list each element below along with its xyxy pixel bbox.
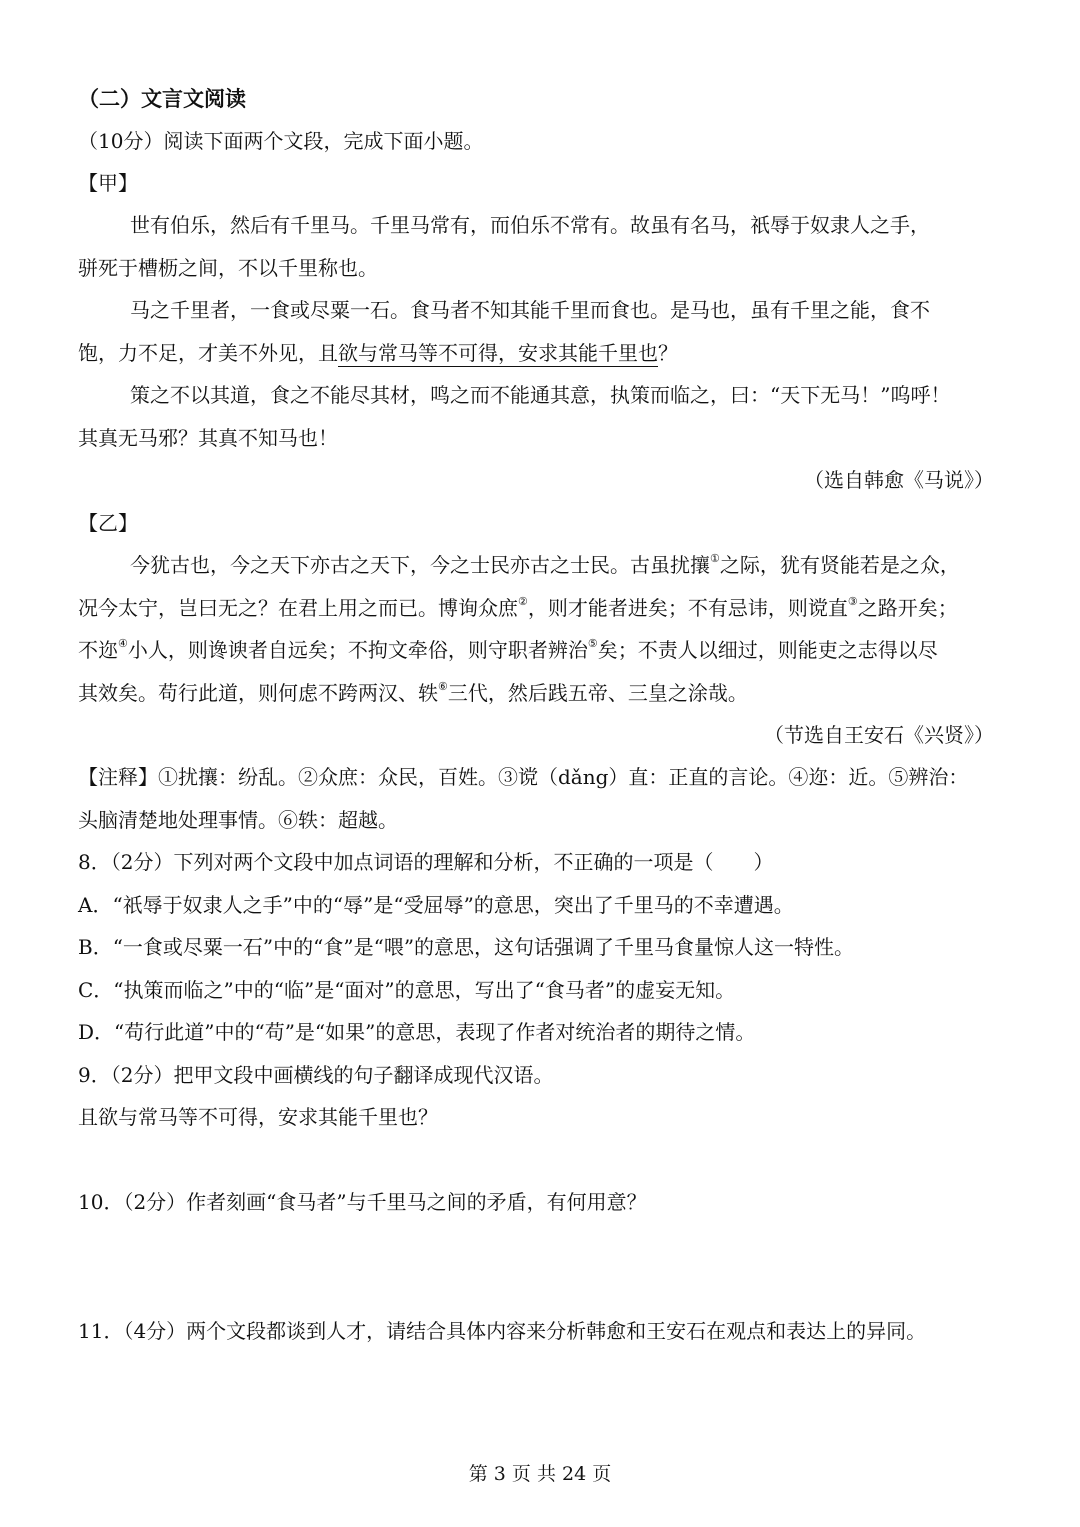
footnote-marker: ① xyxy=(710,552,720,566)
question-8-option-a: A．“祇辱于奴隶人之手”中的“辱”是“受屈辱”的意思，突出了千里马的不幸遭遇。 xyxy=(78,893,794,917)
question-10-stem: 10．（2分）作者刻画“食马者”与千里马之间的矛盾，有何用意？ xyxy=(78,1190,647,1214)
text-segment: 其效矣。苟行此道，则何虑不跨两汉、轶 xyxy=(78,681,438,705)
passage-yi-line xyxy=(78,593,958,623)
question-8-option-d: D．“苟行此道”中的“苟”是“如果”的意思，表现了作者对统治者的期待之情。 xyxy=(78,1020,756,1044)
text-segment: ？ xyxy=(658,341,678,365)
footnote-marker: ③ xyxy=(847,595,858,609)
section-title: （二）文言文阅读 xyxy=(78,86,246,111)
annotation-line: 【注释】①扰攘：纷乱。②众庶：众民，百姓。③谠（dǎng）直：正直的言论。④迩：近。⑤辨治： xyxy=(78,765,969,789)
text-segment: 之路开矣； xyxy=(857,596,958,620)
text-segment: 况今太宁，岂曰无之？在君上用之而已。博询众庶 xyxy=(78,596,518,620)
question-8-stem: 8．（2分）下列对两个文段中加点词语的理解和分析，不正确的一项是（ ） xyxy=(78,850,774,874)
page-number-footer: 第 3 页 共 24 页 xyxy=(468,1463,612,1485)
passage-jia-line: 其真无马邪？其真不知马也！ xyxy=(78,426,338,450)
text-segment: ，则才能者进矣；不有忌讳，则谠直 xyxy=(527,596,848,620)
passage-yi-line xyxy=(78,635,938,665)
footnote-marker: ⑥ xyxy=(438,680,448,694)
footnote-marker: ④ xyxy=(118,637,128,651)
question-8-option-b: B．“一食或尽粟一石”中的“食”是“喂”的意思，这句话强调了千里马食量惊人这一特性。 xyxy=(78,935,855,959)
passage-jia-line: 马之千里者，一食或尽粟一石。食马者不知其能千里而食也。是马也，虽有千里之能，食不 xyxy=(130,298,930,322)
footnote-marker: ⑤ xyxy=(587,637,598,651)
question-11-stem: 11．（4分）两个文段都谈到人才，请结合具体内容来分析韩愈和王安石在观点和表达上的异同。 xyxy=(78,1319,927,1343)
passage-yi-line xyxy=(130,550,960,580)
passage-yi-line xyxy=(78,678,748,708)
passage-jia-line: 世有伯乐，然后有千里马。千里马常有，而伯乐不常有。故虽有名马，祇辱于奴隶人之手， xyxy=(130,213,930,237)
text-segment: 不迩 xyxy=(78,638,118,662)
footnote-marker: ② xyxy=(518,595,528,609)
underlined-sentence: 欲与常马等不可得，安求其能千里也 xyxy=(338,341,658,365)
question-9-sentence: 且欲与常马等不可得，安求其能千里也？ xyxy=(78,1105,438,1129)
passage-yi-label: 【乙】 xyxy=(78,511,138,535)
question-8-option-c: C．“执策而临之”中的“临”是“面对”的意思，写出了“食马者”的虚妄无知。 xyxy=(78,978,736,1002)
passage-jia-line xyxy=(78,338,678,368)
reading-intro: （10分）阅读下面两个文段，完成下面小题。 xyxy=(78,129,484,153)
passage-yi-source: （节选自王安石《兴贤》） xyxy=(764,723,994,747)
passage-jia-line: 策之不以其道，食之不能尽其材，鸣之而不能通其意，执策而临之，曰：“天下无马！”呜呼！ xyxy=(130,383,951,407)
question-9-stem: 9．（2分）把甲文段中画横线的句子翻译成现代汉语。 xyxy=(78,1063,554,1087)
text-segment: 今犹古也，今之天下亦古之天下，今之士民亦古之士民。古虽扰攘 xyxy=(130,553,710,577)
passage-jia-source: （选自韩愈《马说》） xyxy=(804,468,994,492)
text-segment: 矣；不责人以细过，则能吏之志得以尽 xyxy=(597,638,938,662)
annotation-line: 头脑清楚地处理事情。⑥轶：超越。 xyxy=(78,808,398,832)
passage-jia-line: 骈死于槽枥之间，不以千里称也。 xyxy=(78,256,378,280)
text-segment: 饱，力不足，才美不外见，且 xyxy=(78,341,338,365)
passage-jia-label: 【甲】 xyxy=(78,171,138,195)
text-segment: 小人，则谗谀者自远矣；不拘文牵俗，则守职者辨治 xyxy=(127,638,588,662)
text-segment: 之际，犹有贤能若是之众， xyxy=(719,553,960,577)
text-segment: 三代，然后践五帝、三皇之涂哉。 xyxy=(447,681,748,705)
